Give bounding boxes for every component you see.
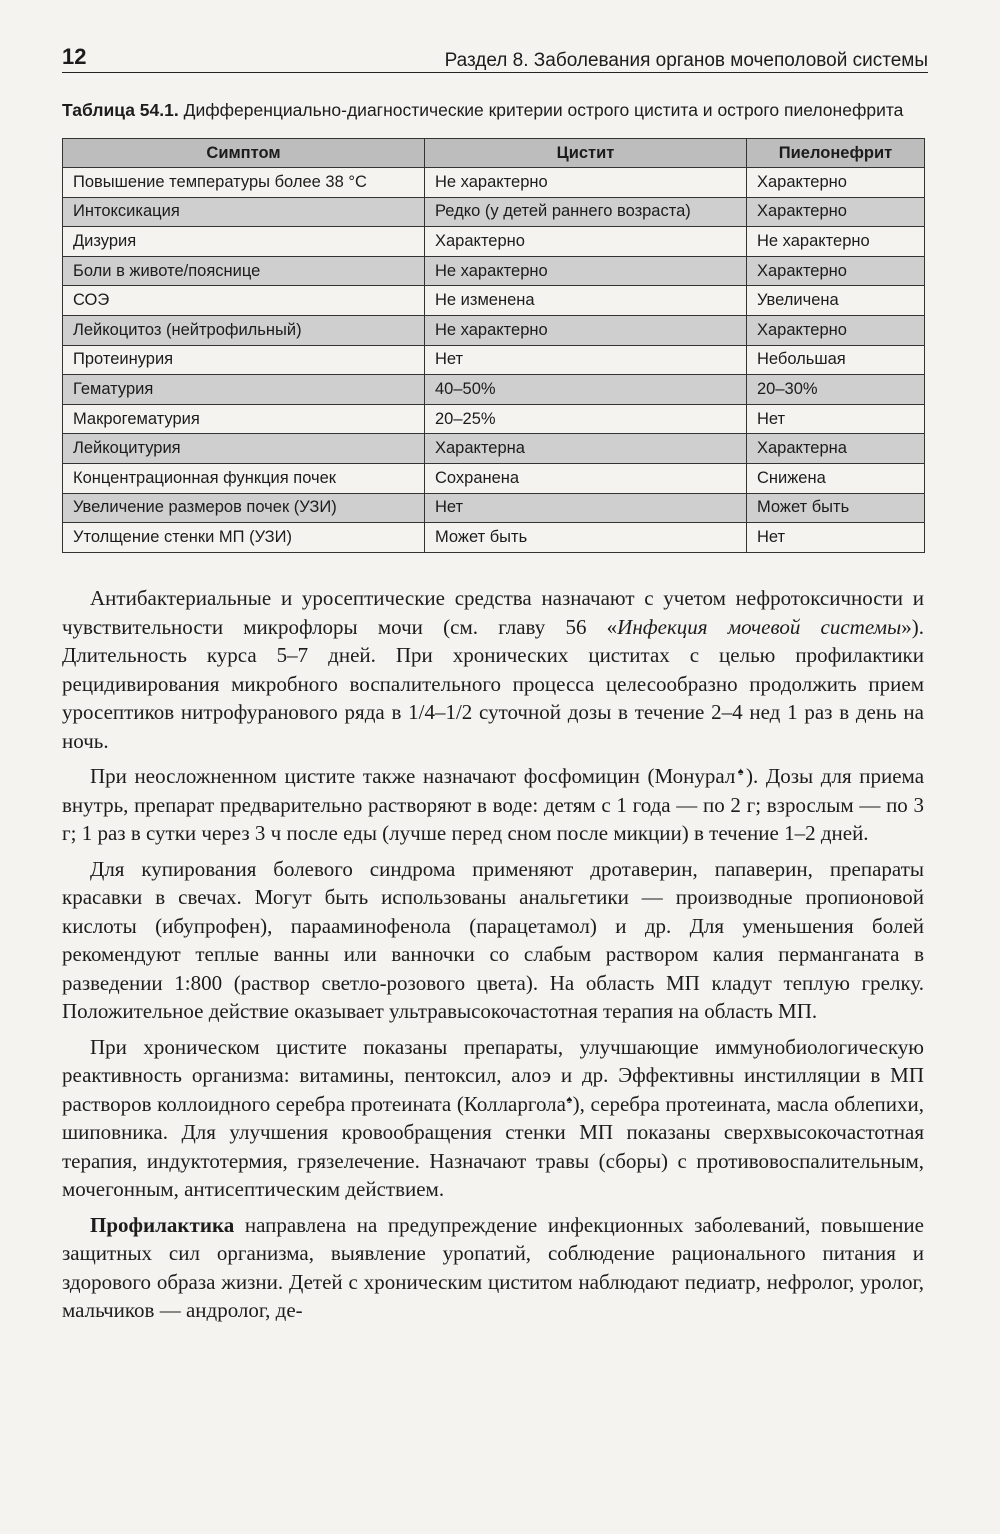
cell-symptom: Увеличение размеров почек (УЗИ)	[63, 493, 425, 523]
table-row	[63, 168, 925, 198]
paragraph-text: При неосложненном цистите также назначают фосфомицин (Монурал	[90, 764, 736, 788]
paragraph-fosfomycin	[62, 762, 924, 848]
cell-symptom: Протеинурия	[63, 345, 425, 375]
cell-symptom: Интоксикация	[63, 197, 425, 227]
cell-pyelonephritis: Нет	[747, 404, 925, 434]
cell-cystitis: Сохранена	[425, 463, 747, 493]
cell-cystitis: Характерна	[425, 434, 747, 464]
table-header-row	[63, 139, 925, 168]
cell-cystitis: Не изменена	[425, 286, 747, 316]
column-header-cystitis: Цистит	[425, 139, 747, 168]
prophylaxis-heading: Профилактика	[90, 1212, 235, 1237]
cell-pyelonephritis: Небольшая	[747, 345, 925, 375]
cell-cystitis: Может быть	[425, 523, 747, 553]
cell-cystitis: Характерно	[425, 227, 747, 257]
cell-cystitis: Не характерно	[425, 256, 747, 286]
cell-cystitis: Не характерно	[425, 315, 747, 345]
cell-pyelonephritis: Характерно	[747, 197, 925, 227]
body-text	[62, 584, 924, 1332]
section-title: Раздел 8. Заболевания органов мочеполовой системы	[444, 50, 928, 71]
cell-symptom: СОЭ	[63, 286, 425, 316]
cell-symptom: Гематурия	[63, 375, 425, 405]
table-caption-label: Таблица 54.1.	[62, 100, 179, 120]
cell-pyelonephritis: Характерна	[747, 434, 925, 464]
table-caption	[62, 100, 942, 121]
table-row	[63, 523, 925, 553]
table-row	[63, 315, 925, 345]
cell-cystitis: Нет	[425, 345, 747, 375]
table-row	[63, 375, 925, 405]
cell-symptom: Повышение температуры более 38 °C	[63, 168, 425, 198]
paragraph-chronic-cystitis	[62, 1033, 924, 1204]
cell-pyelonephritis: Не характерно	[747, 227, 925, 257]
page-number: 12	[62, 44, 87, 69]
cell-cystitis: Не характерно	[425, 168, 747, 198]
cell-cystitis: Нет	[425, 493, 747, 523]
cell-symptom: Боли в животе/пояснице	[63, 256, 425, 286]
criteria-table	[62, 138, 925, 553]
cell-pyelonephritis: Снижена	[747, 463, 925, 493]
table-row	[63, 197, 925, 227]
cell-pyelonephritis: Характерно	[747, 168, 925, 198]
cell-symptom: Утолщение стенки МП (УЗИ)	[63, 523, 425, 553]
cell-symptom: Лейкоцитоз (нейтрофильный)	[63, 315, 425, 345]
table-row	[63, 286, 925, 316]
table-row	[63, 227, 925, 257]
table-row	[63, 404, 925, 434]
paragraph-text: При хроническом цистите показаны препараты, улучшающие иммунобиологическую реактивность организма: витамины, пентоксил, алоэ и др. Эффективны инстилляции в МП растворов коллоидного серебра протеината (Колларгола	[62, 1034, 924, 1116]
table-row	[63, 345, 925, 375]
cell-symptom: Концентрационная функция почек	[63, 463, 425, 493]
cell-pyelonephritis: Характерно	[747, 256, 925, 286]
table-row	[63, 463, 925, 493]
paragraph-text: ), серебра протеината, масла облепихи, шиповника. Для улучшения кровообращения стенки МП показаны сверхвысокочастотная терапия, индуктотермия, грязелечение. Назначают травы (сборы) с противовоспалительным, мочегонным, антисептическим действием.	[62, 1091, 924, 1201]
running-header	[62, 38, 928, 73]
chapter-reference: Инфекция мочевой системы	[617, 614, 902, 639]
cell-cystitis: 20–25%	[425, 404, 747, 434]
paragraph-text: »). Длительность курса 5–7 дней. При хронических циститах с целью профилактики рецидивирования микробного воспалительного процесса целесообразно продолжить прием уросептиков нитрофуранового ряда в 1/4–1/2 суточной дозы в течение 2–4 нед 1 раз в день на ночь.	[62, 614, 925, 753]
cell-pyelonephritis: Характерно	[747, 315, 925, 345]
paragraph-prophylaxis	[62, 1211, 924, 1325]
cell-pyelonephritis: Нет	[747, 523, 925, 553]
cell-symptom: Макрогематурия	[63, 404, 425, 434]
paragraph-text: ). Дозы для приема внутрь, препарат предварительно растворяют в воде: детям с 1 года — по 2 г; взрослым — по 3 г; 1 раз в сутки через 3 ч после еды (лучше перед сном после микции) в течение 1–2 дней.	[62, 764, 925, 845]
table-row	[63, 434, 925, 464]
paragraph-text: направлена на предупреждение инфекционных заболеваний, повышение защитных сил организма, выявление уропатий, соблюдение рационального питания и здорового образа жизни. Детей с хроническим циститом наблюдают педиатр, нефролог, уролог, мальчиков — андролог, де-	[62, 1212, 924, 1322]
paragraph-antibacterial	[62, 584, 924, 755]
paragraph-text: Антибактериальные и уросептические средства назначают с учетом нефротоксичности и чувствительности микрофлоры мочи (см. главу 56 «	[62, 586, 924, 639]
cell-symptom: Дизурия	[63, 227, 425, 257]
cell-cystitis: 40–50%	[425, 375, 747, 405]
cell-cystitis: Редко (у детей раннего возраста)	[425, 197, 747, 227]
table-row	[63, 493, 925, 523]
trademark-icon: ♠	[735, 766, 747, 778]
column-header-symptom: Симптом	[63, 139, 425, 168]
table-caption-text: Дифференциально-диагностические критерии острого цистита и острого пиелонефрита	[178, 100, 904, 120]
cell-pyelonephritis: 20–30%	[747, 375, 925, 405]
cell-pyelonephritis: Увеличена	[747, 286, 925, 316]
table-row	[63, 256, 925, 286]
paragraph-pain-relief: Для купирования болевого синдрома применяют дротаверин, папаверин, препараты красавки в свечах. Могут быть использованы анальгетики — производные пропионовой кислоты (ибупрофен), парааминофенола (парацетамол) и др. Для уменьшения болей рекомендуют теплые ванны или ванночки со слабым раствором калия перманганата в разведении 1:800 (раствор светло-розового цвета). На область МП кладут теплую грелку. Положительное действие оказывает ультравысокочастотная терапия на область МП.	[62, 856, 924, 1023]
cell-symptom: Лейкоцитурия	[63, 434, 425, 464]
trademark-icon: ♠	[565, 1093, 573, 1106]
cell-pyelonephritis: Может быть	[747, 493, 925, 523]
column-header-pyelonephritis: Пиелонефрит	[747, 139, 925, 168]
